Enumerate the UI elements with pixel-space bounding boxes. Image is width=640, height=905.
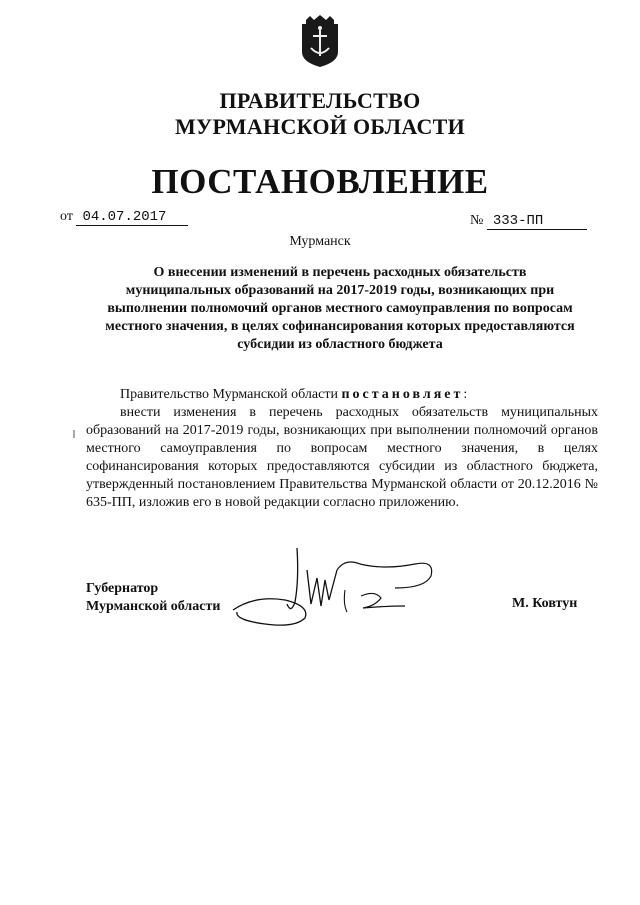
coat-of-arms-emblem — [298, 14, 342, 68]
document-title — [80, 264, 600, 354]
signatory-position — [86, 580, 220, 616]
body-paragraph: внести изменения в перечень расходных обязательств муниципальных образований на 2017-2019 годы, возникающих при выполнении полномочий органов местного самоуправления по вопросам местного значения, в целях софинансирования которых предоставляются субсидии из областного бюджета, утвержденный постановлением Правительства Мурманской области от 20.12.2016 № 635-ПП, изложив его в новой редакции согласно приложению. — [86, 405, 598, 510]
position-line2: Мурманской области — [86, 599, 221, 614]
margin-mark — [72, 425, 76, 433]
number-prefix: № — [470, 213, 484, 228]
document-body — [86, 386, 598, 512]
org-name-line1: ПРАВИТЕЛЬСТВО — [219, 88, 421, 113]
title-line: выполнении полномочий органов местного самоуправления по вопросам — [107, 301, 573, 316]
document-type-heading: ПОСТАНОВЛЕНИЕ — [151, 162, 489, 201]
number-value: 333-ПП — [487, 213, 587, 230]
title-line: муниципальных образований на 2017-2019 годы, возникающих при — [125, 283, 555, 298]
body-intro — [86, 386, 598, 404]
position-line1: Губернатор — [86, 581, 159, 596]
decree-word: постановляет — [341, 387, 464, 402]
title-line: местного значения, в целях софинансирования которых предоставляются — [105, 319, 575, 334]
date-field — [60, 209, 188, 226]
intro-colon: : — [463, 387, 468, 402]
date-prefix: от — [60, 209, 73, 224]
handwritten-signature — [225, 540, 450, 640]
date-value: 04.07.2017 — [76, 209, 188, 226]
city-label: Мурманск — [289, 234, 351, 249]
title-line: субсидии из областного бюджета — [237, 337, 443, 352]
org-name-line2: МУРМАНСКОЙ ОБЛАСТИ — [174, 114, 466, 139]
intro-text: Правительство Мурманской области — [120, 387, 338, 402]
signatory-name: М. Ковтун — [512, 596, 578, 611]
title-line: О внесении изменений в перечень расходных обязательств — [153, 265, 527, 280]
number-field — [470, 213, 587, 230]
